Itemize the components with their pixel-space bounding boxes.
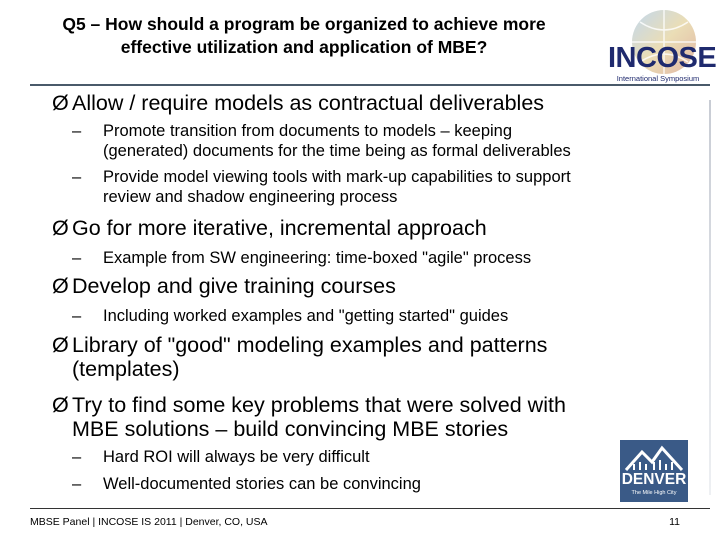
dash-marker: – bbox=[72, 307, 82, 325]
bullet-text bbox=[72, 333, 547, 381]
bullet-text bbox=[72, 393, 566, 441]
dash-marker: – bbox=[72, 448, 82, 466]
slide-title-line-2: effective utilization and application of MBE? bbox=[120, 37, 488, 57]
dash-marker: – bbox=[72, 475, 82, 493]
bullet-line: Try to find some key problems that were solved with bbox=[72, 393, 566, 417]
denver-logo bbox=[620, 440, 688, 502]
slide-title bbox=[0, 13, 608, 59]
sub-bullet-text: Example from SW engineering: time-boxed "agile" process bbox=[103, 249, 532, 267]
sub-bullet-line: Provide model viewing tools with mark-up capabilities to support bbox=[103, 168, 571, 186]
bullet-text: Develop and give training courses bbox=[72, 274, 396, 298]
bullet-line: MBE solutions – build convincing MBE stories bbox=[72, 417, 509, 441]
incose-wordmark: INCOSE bbox=[608, 42, 717, 74]
denver-wordmark: DENVER bbox=[621, 471, 687, 488]
footer-divider bbox=[30, 508, 710, 509]
sub-bullet-text: Hard ROI will always be very difficult bbox=[103, 448, 370, 466]
page-number: 11 bbox=[669, 516, 680, 528]
sub-bullet-line: (generated) documents for the time being as formal deliverables bbox=[103, 142, 571, 160]
bullet-arrow-icon: Ø bbox=[52, 274, 69, 298]
bullet-line: (templates) bbox=[72, 357, 180, 381]
mountain-icon bbox=[620, 440, 688, 474]
bullet-arrow-icon: Ø bbox=[52, 333, 69, 357]
header-divider bbox=[30, 84, 710, 86]
bullet-line: Library of "good" modeling examples and patterns bbox=[72, 333, 548, 357]
incose-logo bbox=[608, 8, 717, 83]
sub-bullet-text bbox=[103, 121, 571, 161]
sub-bullet-line: Promote transition from documents to models – keeping bbox=[103, 122, 513, 140]
incose-subtitle: International Symposium bbox=[616, 74, 700, 83]
dash-marker: – bbox=[72, 249, 82, 267]
bullet-text: Go for more iterative, incremental approach bbox=[72, 216, 487, 240]
dash-marker: – bbox=[72, 168, 82, 186]
bullet-arrow-icon: Ø bbox=[52, 393, 69, 417]
slide-title-line-1: Q5 – How should a program be organized to achieve more bbox=[62, 14, 546, 34]
sub-bullet-text bbox=[103, 167, 571, 207]
bullet-arrow-icon: Ø bbox=[52, 91, 69, 115]
side-divider bbox=[709, 100, 711, 495]
sub-bullet-text: Well-documented stories can be convincing bbox=[103, 475, 421, 493]
denver-tagline: The Mile High City bbox=[631, 490, 677, 496]
bullet-text: Allow / require models as contractual deliverables bbox=[72, 91, 545, 115]
footer-text: MBSE Panel | INCOSE IS 2011 | Denver, CO, USA bbox=[30, 516, 268, 528]
sub-bullet-line: review and shadow engineering process bbox=[103, 188, 398, 206]
dash-marker: – bbox=[72, 122, 82, 140]
bullet-arrow-icon: Ø bbox=[52, 216, 69, 240]
sub-bullet-text: Including worked examples and "getting started" guides bbox=[103, 307, 509, 325]
